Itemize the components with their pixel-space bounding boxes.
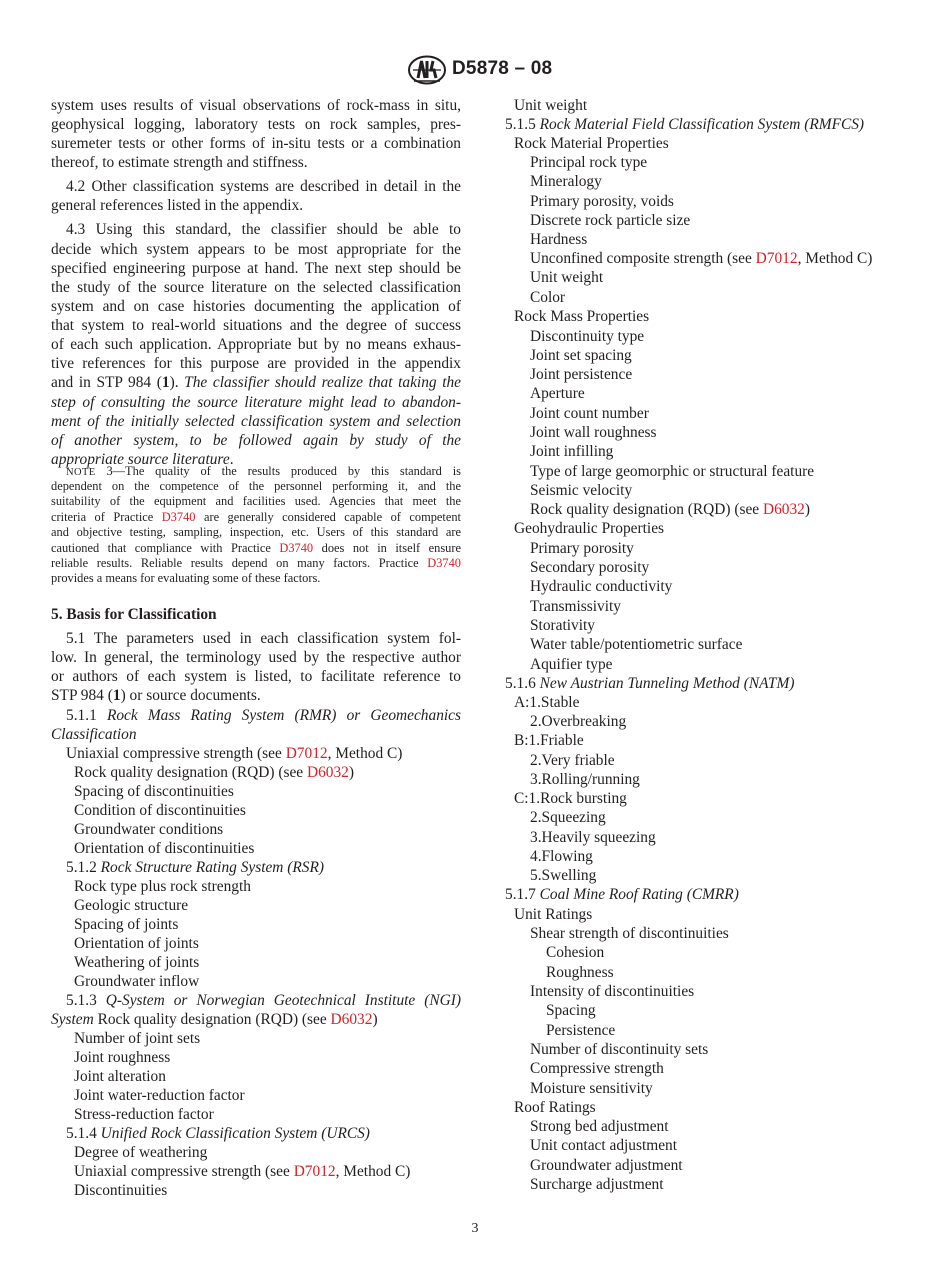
text-run: Uniaxial compressive strength (see	[74, 1163, 294, 1180]
list-item	[514, 789, 627, 808]
text-run: suitability of the equipment and facilities used. Agencies that meet the	[51, 494, 461, 508]
text-run: Rock quality designation (RQD) (see	[530, 501, 763, 518]
text-run: Rock Material Properties	[514, 135, 669, 152]
list-item	[530, 365, 632, 384]
citation-number: 1	[161, 374, 170, 391]
text-run: , Method C)	[797, 250, 873, 267]
section-heading	[51, 605, 217, 624]
text-run: and in STP 984 (	[51, 374, 162, 391]
text-run: Joint persistence	[530, 366, 633, 383]
note-line	[51, 556, 461, 571]
text-run: Joint roughness	[74, 1049, 171, 1066]
text-line	[74, 972, 199, 991]
list-item	[530, 1117, 669, 1136]
text-run: Geologic structure	[74, 897, 189, 914]
text-line	[51, 1010, 378, 1029]
list-item	[505, 115, 864, 134]
note-line	[51, 494, 461, 509]
text-run: tive references for this purpose are provided in the appendix	[51, 355, 461, 372]
list-item	[530, 1040, 708, 1059]
text-line	[51, 278, 461, 297]
text-run: Spacing of discontinuities	[74, 783, 234, 800]
text-run: 5.Swelling	[530, 867, 597, 884]
text-run: Weathering of joints	[74, 954, 200, 971]
list-item	[530, 442, 613, 461]
text-run: thereof, to estimate strength and stiffness.	[51, 154, 308, 171]
text-line	[51, 259, 461, 278]
text-run: )	[372, 1011, 378, 1028]
text-run: and objective testing, sampling, inspection, etc. Users of this standard are	[51, 525, 461, 539]
list-item	[530, 597, 621, 616]
list-item	[505, 674, 794, 693]
text-run: Shear strength of discontinuities	[530, 925, 729, 942]
list-item	[530, 249, 872, 268]
text-run: Persistence	[546, 1022, 616, 1039]
text-line	[74, 801, 246, 820]
text-line	[51, 115, 461, 134]
text-line	[51, 725, 137, 744]
text-run: 5.1.7	[505, 886, 540, 903]
text-run: Rock quality designation (RQD) (see	[74, 764, 307, 781]
text-line	[74, 877, 251, 896]
italic-text: appropriate source literature	[51, 451, 230, 468]
text-run: A:1.Stable	[514, 694, 580, 711]
italic-text: Rock Material Field Classification System (RMFCS)	[539, 116, 865, 133]
text-line	[74, 934, 199, 953]
text-run: 4.2 Other classification systems are described in detail in the	[66, 178, 461, 195]
text-line	[66, 706, 461, 725]
text-line	[66, 1124, 370, 1143]
text-run: criteria of Practice	[51, 510, 162, 524]
text-line	[51, 96, 461, 115]
text-run: C:1.Rock bursting	[514, 790, 627, 807]
text-run: 5.1.2	[66, 859, 101, 876]
text-run: Degree of weathering	[74, 1144, 208, 1161]
text-run: )	[804, 501, 810, 518]
text-line	[66, 991, 461, 1010]
list-item	[530, 655, 612, 674]
list-item	[530, 828, 656, 847]
text-run: dependent on the competence of the personnel performing it, and the	[51, 479, 461, 493]
text-line	[74, 1105, 214, 1124]
list-item	[514, 905, 592, 924]
list-item	[530, 462, 814, 481]
list-item	[530, 288, 565, 307]
list-item	[514, 96, 587, 115]
list-item	[514, 693, 579, 712]
text-line	[51, 335, 461, 354]
text-run: Orientation of discontinuities	[74, 840, 255, 857]
reference-link-d7012[interactable]: D7012	[293, 1163, 336, 1180]
text-line	[51, 412, 461, 431]
text-run: ) or source documents.	[120, 687, 261, 704]
note-line	[51, 479, 461, 494]
text-line	[74, 953, 199, 972]
text-run: Moisture sensitivity	[530, 1080, 653, 1097]
text-run: Groundwater inflow	[74, 973, 200, 990]
text-run: Condition of discontinuities	[74, 802, 246, 819]
text-run: 5.1.6	[505, 675, 540, 692]
reference-link-d6032[interactable]: D6032	[762, 501, 805, 518]
italic-text: step of consulting the source literature might lead to abandon-	[51, 394, 461, 411]
list-item	[530, 982, 694, 1001]
text-run: Mineralogy	[530, 173, 602, 190]
text-run: 5.1.3	[66, 992, 106, 1009]
text-line	[51, 686, 261, 705]
text-run: Compressive strength	[530, 1060, 664, 1077]
text-run: Hardness	[530, 231, 588, 248]
text-line	[74, 1029, 200, 1048]
list-item	[530, 577, 672, 596]
text-run: B:1.Friable	[514, 732, 584, 749]
text-run: Secondary porosity	[530, 559, 650, 576]
page-number: 3	[471, 1221, 479, 1236]
reference-link-d7012[interactable]: D7012	[755, 250, 798, 267]
text-run: Primary porosity	[530, 540, 634, 557]
text-run: Groundwater adjustment	[530, 1157, 683, 1174]
text-run: of each such application. Appropriate but by no means exhaus-	[51, 336, 461, 353]
text-run: STP 984 (	[51, 687, 113, 704]
list-item	[514, 519, 664, 538]
list-item	[530, 1059, 664, 1078]
text-run: Spacing of joints	[74, 916, 179, 933]
list-item	[530, 635, 742, 654]
text-run: )	[348, 764, 354, 781]
text-run: geophysical logging, laboratory tests on rock samples, pres-	[51, 116, 461, 133]
text-line	[51, 153, 308, 172]
text-line	[66, 629, 461, 648]
list-item	[530, 500, 810, 519]
list-item	[514, 307, 649, 326]
text-run: Discontinuities	[74, 1182, 168, 1199]
list-item	[514, 1098, 596, 1117]
text-line	[51, 134, 461, 153]
text-run: suremeter tests or other forms of in-situ tests or a combination	[51, 135, 461, 152]
note-line	[51, 541, 461, 556]
text-line	[74, 782, 234, 801]
text-run: Uniaxial compressive strength (see	[66, 745, 286, 762]
list-item	[546, 943, 604, 962]
list-item	[530, 346, 632, 365]
text-line	[66, 744, 402, 763]
list-item	[530, 924, 729, 943]
italic-text: Coal Mine Roof Rating (CMRR)	[539, 886, 739, 903]
text-line	[74, 820, 223, 839]
list-item	[530, 172, 602, 191]
text-line	[51, 393, 461, 412]
text-run: Surcharge adjustment	[530, 1176, 664, 1193]
page-header	[0, 55, 950, 85]
reference-link-d6032[interactable]: D6032	[330, 1011, 373, 1028]
text-run: that system to real-world situations and the degree of success	[51, 317, 461, 334]
list-item	[530, 327, 644, 346]
text-run: Geohydraulic Properties	[514, 520, 665, 537]
text-run: the study of the source literature on the selected classification	[51, 279, 461, 296]
text-run: Seismic velocity	[530, 482, 633, 499]
text-run: Joint infilling	[530, 443, 614, 460]
text-run: Roughness	[546, 964, 614, 981]
list-item	[546, 963, 614, 982]
text-run: 5.1 The parameters used in each classification system fol-	[66, 630, 461, 647]
text-run: Stress-reduction factor	[74, 1106, 214, 1123]
text-run: or authors of each system is listed, to facilitate reference to	[51, 668, 461, 685]
text-run: Joint wall roughness	[530, 424, 657, 441]
text-line	[74, 1162, 410, 1181]
italic-text: of another system, to be followed again by study of the	[51, 432, 461, 449]
list-item	[530, 211, 690, 230]
text-line	[74, 915, 178, 934]
text-run: 2.Very friable	[530, 752, 615, 769]
citation-number: 1	[112, 687, 121, 704]
note-line	[66, 464, 461, 479]
text-run: 5.1.4	[66, 1125, 101, 1142]
text-run: ).	[169, 374, 185, 391]
text-run: Spacing	[546, 1002, 596, 1019]
note-label: NOTE	[66, 467, 96, 478]
list-item	[530, 866, 596, 885]
text-line	[66, 858, 324, 877]
text-line	[74, 896, 188, 915]
text-run: provides a means for evaluating some of these factors.	[51, 571, 321, 585]
text-run: Unit contact adjustment	[530, 1137, 678, 1154]
text-line	[74, 1086, 245, 1105]
text-run: Aquifier type	[530, 656, 613, 673]
italic-text: Rock Mass Rating System (RMR) or Geomechanics	[106, 707, 461, 724]
text-run: Color	[530, 289, 566, 306]
text-run: Joint set spacing	[530, 347, 632, 364]
text-run: 4.3 Using this standard, the classifier should be able to	[66, 221, 461, 238]
italic-text: System	[51, 1011, 94, 1028]
reference-link-d3740[interactable]: D3740	[161, 510, 196, 524]
list-item	[546, 1021, 615, 1040]
text-line	[74, 839, 254, 858]
document-id: D5878 – 08	[452, 58, 553, 79]
text-run: Number of joint sets	[74, 1030, 201, 1047]
text-run: decide which system appears to be most appropriate for the	[51, 241, 461, 258]
text-run: Water table/potentiometric surface	[530, 636, 743, 653]
text-line	[51, 196, 303, 215]
text-run: .	[229, 451, 234, 468]
text-run: reliable results. Reliable results depend on many factors. Practice	[51, 556, 428, 570]
list-item	[514, 134, 669, 153]
text-line	[51, 240, 461, 259]
list-item	[530, 268, 603, 287]
list-item	[530, 539, 634, 558]
list-item	[530, 404, 649, 423]
list-item	[530, 558, 649, 577]
text-run: Rock Mass Properties	[514, 308, 650, 325]
list-item	[530, 751, 615, 770]
italic-text: The classifier should realize that taking the	[184, 374, 461, 391]
text-line	[51, 648, 461, 667]
note-line	[51, 510, 461, 525]
text-run: Unit weight	[514, 97, 588, 114]
list-item	[530, 384, 585, 403]
text-run: Joint water-reduction factor	[74, 1087, 245, 1104]
text-run: Strong bed adjustment	[530, 1118, 669, 1135]
italic-text: New Austrian Tunneling Method (NATM)	[539, 675, 795, 692]
text-run: Roof Ratings	[514, 1099, 596, 1116]
list-item	[530, 1136, 677, 1155]
text-line	[51, 431, 461, 450]
text-line	[74, 1143, 207, 1162]
text-run: Joint alteration	[74, 1068, 166, 1085]
text-run: Unit weight	[530, 269, 604, 286]
text-run: Cohesion	[546, 944, 605, 961]
italic-text: ment of the initially selected classification system and selection	[51, 413, 461, 430]
text-run: cautioned that compliance with Practice	[51, 541, 280, 555]
text-run: Groundwater conditions	[74, 821, 224, 838]
text-run: Primary porosity, voids	[530, 193, 674, 210]
text-line	[66, 177, 461, 196]
text-run: , Method C)	[327, 745, 403, 762]
italic-text: Rock Structure Rating System (RSR)	[100, 859, 325, 876]
text-line	[66, 220, 461, 239]
list-item	[505, 885, 739, 904]
text-run: 4.Flowing	[530, 848, 593, 865]
list-item	[530, 770, 640, 789]
text-run: Unconfined composite strength (see	[530, 250, 756, 267]
reference-link-d3740[interactable]: D3740	[427, 556, 461, 570]
list-item	[530, 481, 632, 500]
text-line	[51, 316, 461, 335]
list-item	[530, 808, 606, 827]
text-line	[74, 1067, 166, 1086]
text-run: Principal rock type	[530, 154, 648, 171]
list-item	[546, 1001, 596, 1020]
text-run: 2.Squeezing	[530, 809, 606, 826]
text-run: Hydraulic conductivity	[530, 578, 673, 595]
text-run: Joint count number	[530, 405, 649, 422]
text-run: Discrete rock particle size	[530, 212, 691, 229]
text-line	[74, 1181, 167, 1200]
text-run: 3.Rolling/running	[530, 771, 640, 788]
reference-link-d6032[interactable]: D6032	[306, 764, 349, 781]
text-run: does not in itself ensure	[313, 541, 461, 555]
list-item	[530, 192, 674, 211]
text-run: low. In general, the terminology used by the respective author	[51, 649, 461, 666]
text-run: , Method C)	[335, 1163, 411, 1180]
text-line	[74, 763, 354, 782]
text-run: system and on case histories documenting the application of	[51, 298, 461, 315]
italic-text: Unified Rock Classification System (URCS)	[100, 1125, 370, 1142]
text-run: 5.1.5	[505, 116, 540, 133]
text-line	[51, 373, 461, 392]
text-line	[74, 1048, 170, 1067]
list-item	[514, 731, 584, 750]
text-run: Number of discontinuity sets	[530, 1041, 709, 1058]
text-line	[51, 297, 461, 316]
list-item	[530, 1079, 653, 1098]
text-run: 5. Basis for Classification	[51, 606, 217, 623]
text-run: system uses results of visual observations of rock-mass in situ,	[51, 97, 461, 114]
text-run: Storativity	[530, 617, 595, 634]
text-run: Rock quality designation (RQD) (see	[93, 1011, 331, 1028]
text-run: specified engineering purpose at hand. The next step should be	[51, 260, 461, 277]
list-item	[530, 423, 657, 442]
text-run: Discontinuity type	[530, 328, 645, 345]
text-run: Rock type plus rock strength	[74, 878, 251, 895]
text-line	[51, 354, 461, 373]
astm-logo-icon	[407, 55, 447, 85]
text-line	[51, 667, 461, 686]
list-item	[530, 1156, 683, 1175]
list-item	[530, 1175, 664, 1194]
text-run: Aperture	[530, 385, 585, 402]
list-item	[530, 616, 595, 635]
list-item	[530, 153, 647, 172]
text-run: Intensity of discontinuities	[530, 983, 695, 1000]
text-run: 3—The quality of the results produced by this standard is	[95, 464, 461, 478]
text-run: are generally considered capable of competent	[195, 510, 461, 524]
text-run: Unit Ratings	[514, 906, 593, 923]
note-line	[51, 571, 320, 586]
note-line	[51, 525, 461, 540]
text-run: 3.Heavily squeezing	[530, 829, 656, 846]
text-run: 5.1.1	[66, 707, 107, 724]
text-run: Orientation of joints	[74, 935, 199, 952]
reference-link-d3740[interactable]: D3740	[279, 541, 314, 555]
list-item	[530, 230, 587, 249]
italic-text: Q-System or Norwegian Geotechnical Institute (NGI)	[105, 992, 461, 1009]
text-run: Type of large geomorphic or structural feature	[530, 463, 815, 480]
list-item	[530, 712, 626, 731]
reference-link-d7012[interactable]: D7012	[285, 745, 328, 762]
list-item	[530, 847, 593, 866]
text-run: Transmissivity	[530, 598, 621, 615]
text-run: general references listed in the appendix.	[51, 197, 304, 214]
text-run: 2.Overbreaking	[530, 713, 627, 730]
italic-text: Classification	[51, 726, 137, 743]
